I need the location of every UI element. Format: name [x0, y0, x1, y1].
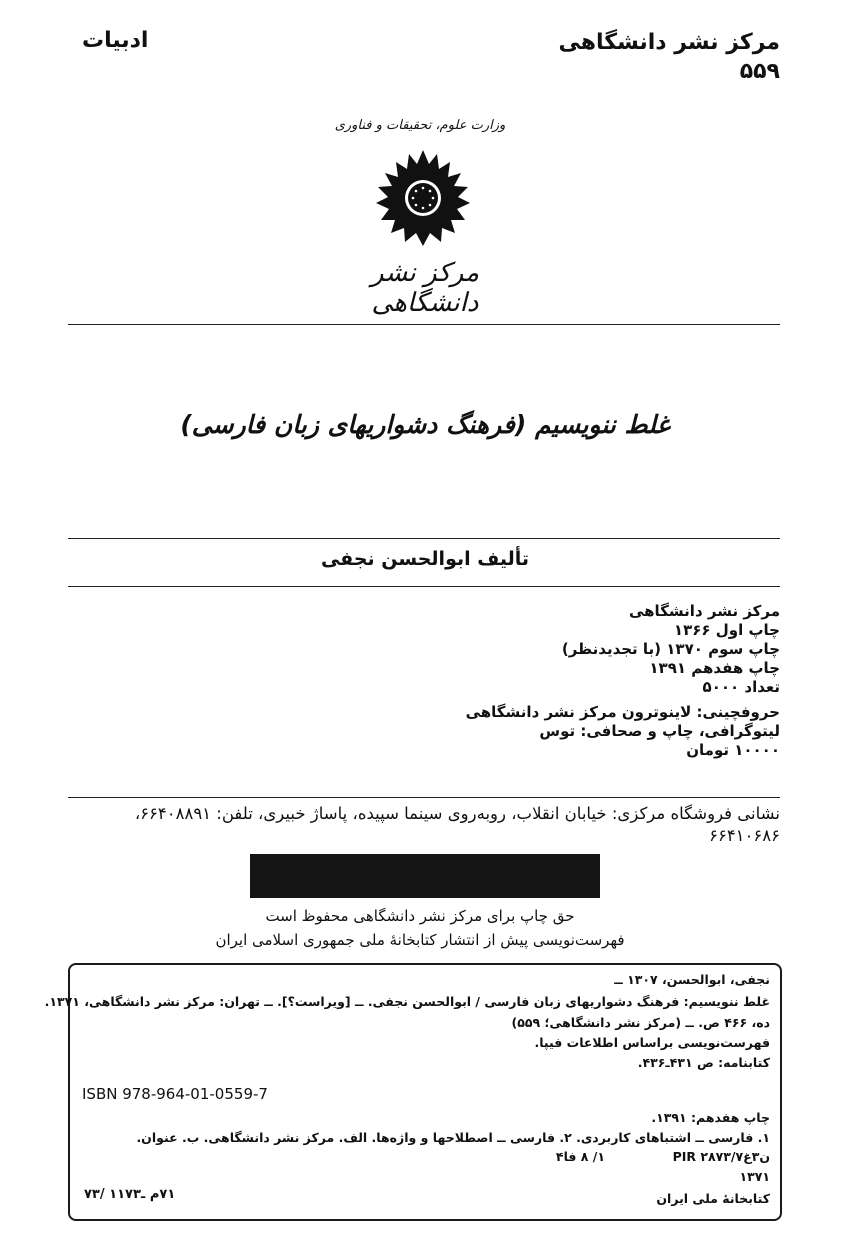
- divider: [68, 797, 780, 798]
- cip-year: ۱۳۷۱: [739, 1169, 770, 1184]
- imprint-line: چاپ اول ۱۳۶۶: [673, 621, 780, 639]
- cip-note: فهرست‌نویسی براساس اطلاعات فیپا.: [534, 1035, 770, 1050]
- address-line: ۶۶۴۱۰۶۸۶: [709, 826, 780, 845]
- cip-title: غلط ننویسیم: فرهنگ دشواریهای زبان فارسی / ابوالحسن نجفی. ــ [ویراست؟]. ــ تهران: مرکز نشر دانشگاهی، ۱۳۷۱.: [44, 994, 770, 1009]
- address-line: نشانی فروشگاه مرکزی: خیابان انقلاب، روبه‌روی سینما سپیده، پاساژ خبیری، تلفن: ۶۶۴۰۸۸۹۱،: [134, 804, 780, 823]
- divider: [68, 586, 780, 587]
- imprint-line: ۱۰۰۰۰ تومان: [686, 741, 780, 759]
- cip-card-number: ۷۱م ـ۱۱۷۳ /۷۳: [84, 1187, 176, 1202]
- cataloguing-line: فهرست‌نویسی پیش از انتشار کتابخانهٔ ملی جمهوری اسلامی ایران: [215, 931, 625, 949]
- cip-subjects: ۱. فارسی ــ اشتباهای کاربردی. ۲. فارسی ــ اصطلاحها و واژه‌ها. الف. مرکز نشر دانشگاهی. ب. عنوان.: [136, 1130, 770, 1145]
- author-line: تألیف ابوالحسن نجفی: [320, 548, 530, 570]
- imprint-line: چاپ هفدهم ۱۳۹۱: [649, 659, 780, 677]
- imprint-line: تعداد ۵۰۰۰: [702, 678, 780, 696]
- book-title: غلط ننویسیم (فرهنگ دشواریهای زبان فارسی): [180, 410, 670, 439]
- cip-classification-sub: ۱/ ۸ فا۴: [555, 1149, 605, 1164]
- rights-line: حق چاپ برای مرکز نشر دانشگاهی محفوظ است: [265, 907, 575, 925]
- store-address: [68, 803, 780, 847]
- logo-ministry-caption: وزارت علوم، تحقیقات و فناوری: [334, 118, 506, 133]
- isbn: ISBN 978-964-01-0559-7: [82, 1085, 268, 1103]
- imprint-block: [280, 602, 780, 760]
- imprint-line: حروفچینی: لاینوترون مرکز نشر دانشگاهی: [465, 703, 780, 721]
- header-series-number: ۵۵۹: [739, 59, 780, 84]
- imprint-line: لیتوگرافی، چاپ و صحافی: توس: [539, 722, 780, 740]
- redaction-bar: [250, 854, 600, 898]
- header-subject: ادبیات: [82, 28, 149, 53]
- imprint-line: چاپ سوم ۱۳۷۰ (با تجدیدنظر): [561, 640, 780, 658]
- cip-author: نجفی، ابوالحسن، ۱۳۰۷ ــ: [614, 972, 770, 987]
- cip-edition: چاپ هفدهم: ۱۳۹۱.: [651, 1110, 770, 1125]
- cip-library: کتابخانهٔ ملی ایران: [656, 1191, 770, 1206]
- cip-bibliography: کتابنامه: ص ۴۳۱ـ۴۳۶.: [637, 1055, 770, 1070]
- imprint-line: مرکز نشر دانشگاهی: [628, 602, 780, 620]
- divider: [68, 324, 780, 325]
- cip-pages: ده، ۴۶۶ ص. ــ (مرکز نشر دانشگاهی؛ ۵۵۹): [511, 1015, 770, 1030]
- cip-classification: PIR ۲۸۷۳/ن۳غ۷: [672, 1149, 770, 1164]
- header-publisher: مرکز نشر دانشگاهی: [558, 30, 780, 55]
- rights-notice: [120, 904, 720, 952]
- logo-wordmark: مرکز نشر دانشگاهی: [370, 258, 480, 318]
- divider: [68, 538, 780, 539]
- sunburst-logo-icon: [368, 148, 478, 248]
